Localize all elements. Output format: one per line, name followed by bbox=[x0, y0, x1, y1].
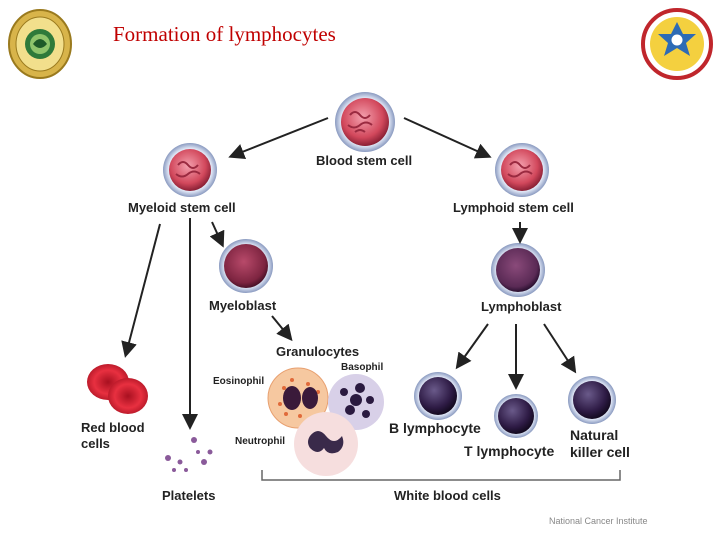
lymphoblast-cell bbox=[491, 243, 545, 297]
label-myeloid-stem-cell: Myeloid stem cell bbox=[128, 200, 236, 215]
lymphoid-stem-cell bbox=[495, 143, 549, 197]
label-b-lymphocyte: B lymphocyte bbox=[389, 420, 481, 436]
myeloblast-cell bbox=[219, 239, 273, 293]
platelets bbox=[165, 437, 213, 472]
label-t-lymphocyte: T lymphocyte bbox=[464, 443, 555, 459]
label-red-blood-cells-line2: cells bbox=[81, 436, 110, 451]
label-granulocytes: Granulocytes bbox=[276, 344, 360, 359]
red-blood-cells bbox=[87, 364, 148, 414]
b-lymphocyte-cell bbox=[414, 372, 462, 420]
label-lymphoid-stem-cell: Lymphoid stem cell bbox=[453, 200, 574, 215]
label-natural-killer-line2: killer cell bbox=[570, 444, 630, 460]
arrow-myeloblast-to-granulocytes bbox=[272, 316, 290, 338]
natural-killer-cell bbox=[568, 376, 616, 424]
neutrophil-cell bbox=[294, 412, 358, 476]
label-white-blood-cells: White blood cells bbox=[394, 488, 501, 503]
label-basophil: Basophil bbox=[341, 362, 384, 373]
label-platelets: Platelets bbox=[162, 488, 216, 503]
myeloid-stem-cell bbox=[163, 143, 217, 197]
label-blood-stem-cell: Blood stem cell bbox=[316, 153, 413, 168]
page-title: Formation of lymphocytes bbox=[113, 22, 336, 46]
label-neutrophil: Neutrophil bbox=[235, 436, 285, 447]
arrow-stem-to-myeloid bbox=[232, 118, 328, 156]
label-eosinophil: Eosinophil bbox=[213, 376, 265, 387]
label-red-blood-cells-line1: Red blood bbox=[81, 420, 145, 435]
label-myeloblast: Myeloblast bbox=[209, 298, 277, 313]
arrow-myeloid-to-myeloblast bbox=[212, 222, 222, 244]
blood-stem-cell bbox=[335, 92, 395, 152]
label-lymphoblast: Lymphoblast bbox=[481, 299, 562, 314]
arrow-stem-to-lymphoid bbox=[404, 118, 488, 156]
arrow-myeloid-to-rbc bbox=[126, 224, 160, 354]
t-lymphocyte-cell bbox=[494, 394, 538, 438]
source-credit: National Cancer Institute bbox=[549, 516, 648, 526]
arrow-lymphoblast-to-b bbox=[458, 324, 488, 366]
label-natural-killer-line1: Natural bbox=[570, 427, 619, 443]
arrow-lymphoblast-to-nk bbox=[544, 324, 574, 370]
